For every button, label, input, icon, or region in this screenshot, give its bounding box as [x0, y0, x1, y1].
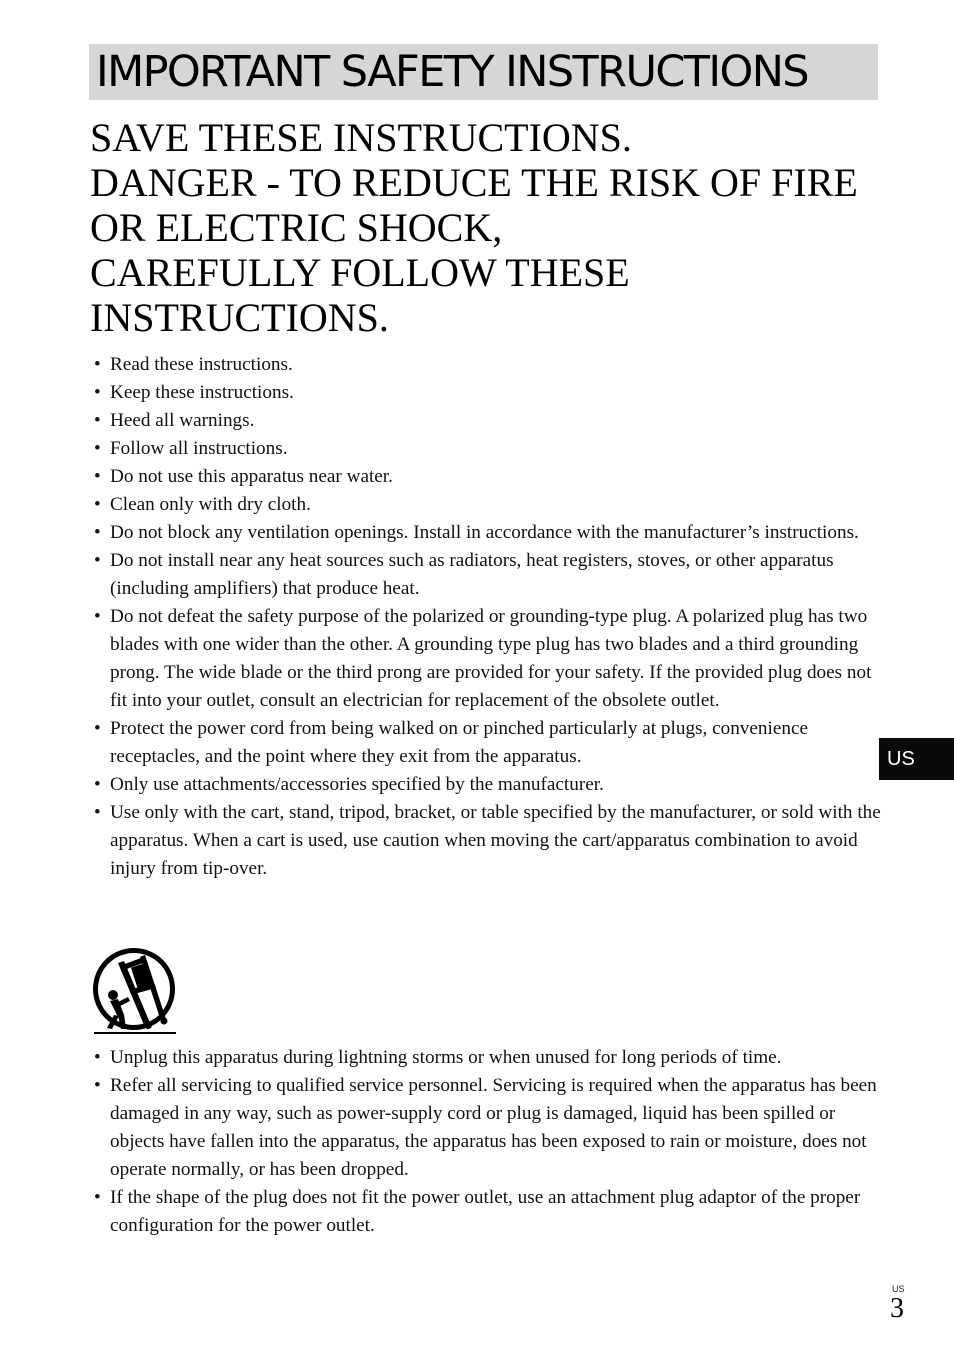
list-item: • Keep these instructions. — [93, 379, 883, 407]
headline-line: SAVE THESE INSTRUCTIONS. — [90, 115, 632, 160]
page-title: IMPORTANT SAFETY INSTRUCTIONS — [96, 47, 809, 97]
list-item: • Do not block any ventilation openings. Install in accordance with the manufacturer’s instructions. — [93, 519, 883, 547]
list-item: • Protect the power cord from being walked on or pinched particularly at plugs, convenience receptacles, and the point where they exit from the apparatus. — [93, 715, 883, 771]
list-item: • Read these instructions. — [93, 351, 883, 379]
list-item: • If the shape of the plug does not fit the power outlet, use an attachment plug adaptor of the proper configuration for the power outlet. — [93, 1184, 883, 1240]
list-item: • Refer all servicing to qualified service personnel. Servicing is required when the apparatus has been damaged in any way, such as power-supply cord or plug is damaged, liquid has been spilled or objects have fallen into the apparatus, the apparatus has been exposed to rain or moisture, does not operate normally, or has been dropped. — [93, 1072, 883, 1184]
headline-line: INSTRUCTIONS. — [90, 295, 389, 340]
list-item: • Heed all warnings. — [93, 407, 883, 435]
list-item: • Use only with the cart, stand, tripod, bracket, or table specified by the manufacturer, or sold with the apparatus. When a cart is used, use caution when moving the cart/apparatus combination to avoid injury from tip-over. — [93, 799, 883, 883]
list-item: • Follow all instructions. — [93, 435, 883, 463]
language-tab-label: US — [887, 748, 915, 770]
list-item: • Do not defeat the safety purpose of the polarized or grounding-type plug. A polarized plug has two blades with one wider than the other. A grounding type plug has two blades and a third grounding prong. The wide blade or the third prong are provided for your safety. If the provided plug does not fit into your outlet, consult an electrician for replacement of the obsolete outlet. — [93, 603, 883, 715]
list-item: • Do not use this apparatus near water. — [93, 463, 883, 491]
list-item: • Clean only with dry cloth. — [93, 491, 883, 519]
list-item: • Unplug this apparatus during lightning storms or when unused for long periods of time. — [93, 1044, 883, 1072]
list-item: • Only use attachments/accessories specified by the manufacturer. — [93, 771, 883, 799]
page-number: 3 — [890, 1293, 904, 1324]
headline — [90, 115, 870, 340]
headline-line: OR ELECTRIC SHOCK, — [90, 205, 503, 250]
headline-line: DANGER - TO REDUCE THE RISK OF FIRE — [90, 160, 858, 205]
cart-tip-over-warning-icon — [88, 945, 180, 1037]
headline-line: CAREFULLY FOLLOW THESE — [90, 250, 630, 295]
instruction-list-2 — [93, 1044, 883, 1240]
list-item: • Do not install near any heat sources such as radiators, heat registers, stoves, or other apparatus (including amplifiers) that produce heat. — [93, 547, 883, 603]
title-bar — [89, 44, 878, 100]
page-region-label: US — [892, 1284, 905, 1294]
instruction-list-1 — [93, 351, 883, 883]
language-tab — [879, 738, 954, 780]
